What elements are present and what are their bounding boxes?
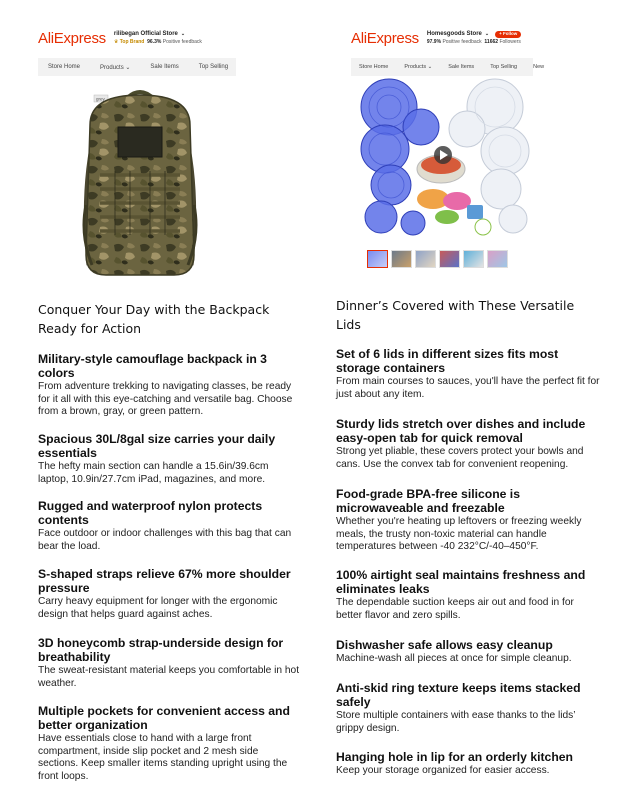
right-feature-5: [336, 638, 601, 666]
nav-products[interactable]: Products ⌄: [404, 64, 433, 70]
image-thumbnails: [367, 250, 508, 268]
right-feature-7: [336, 750, 601, 778]
thumbnail-2[interactable]: [391, 250, 412, 268]
feature-heading: Rugged and waterproof nylon protects contents: [38, 499, 263, 527]
right-store-header: [351, 18, 533, 58]
feature-heading: S-shaped straps relieve 67% more shoulder pressure: [38, 567, 291, 595]
color-tag: grey: [96, 96, 105, 102]
nav-top-selling[interactable]: Top Selling: [198, 64, 229, 70]
top-brand-badge: Top Brand: [119, 38, 145, 45]
feature-body: The sweat-resistant material keeps you comfortable in hot weather.: [38, 665, 300, 689]
left-feature-2: [38, 432, 298, 486]
chevron-down-icon: ⌄: [484, 30, 490, 37]
feature-body: From main courses to sauces, you'll have the perfect fit for just about any item.: [336, 376, 600, 400]
nav-top-selling[interactable]: Top Selling: [490, 64, 518, 70]
right-store-nav: [351, 58, 545, 76]
feature-heading: Military-style camouflage backpack in 3 colors: [38, 352, 267, 380]
right-feature-4: [336, 568, 601, 622]
feature-heading: 100% airtight seal maintains freshness and eliminates leaks: [336, 568, 586, 596]
feature-body: Whether you're heating up leftovers or freezing weekly meals, the trusty non-toxic material can handle temperatures between -40 232°C/-40–450°F.: [336, 516, 582, 552]
chevron-down-icon: ⌄: [180, 30, 186, 37]
feature-body: From adventure trekking to navigating classes, be ready for it all with this eye-catching and versatile bag. Choose from a brown, gray, or green pattern.: [38, 381, 293, 417]
left-feature-1: [38, 352, 298, 419]
thumbnail-5[interactable]: [463, 250, 484, 268]
nav-new[interactable]: New: [533, 64, 545, 70]
feature-body: The dependable suction keeps air out and food in for better flavor and zero spills.: [336, 597, 574, 621]
right-feature-3: [336, 487, 601, 554]
nav-products[interactable]: Products ⌄: [100, 64, 131, 71]
left-feature-3: [38, 499, 298, 553]
crown-icon: ♛: [113, 38, 119, 45]
thumbnail-6[interactable]: [487, 250, 508, 268]
followers-count: 11662: [484, 38, 499, 45]
thumbnail-4[interactable]: [439, 250, 460, 268]
feature-body: Have essentials close to hand with a large front compartment, inside slip pocket and 2 mesh side sections. Keep smaller items standing upright using the front loops.: [38, 733, 288, 782]
follow-button[interactable]: + Follow: [495, 31, 521, 38]
left-store-meta: [114, 31, 202, 45]
feature-body: Machine-wash all pieces at once for simple cleanup.: [336, 653, 572, 664]
aliexpress-logo[interactable]: AliExpress: [38, 29, 106, 47]
feature-heading: Multiple pockets for convenient access and better organization: [38, 704, 290, 732]
left-store-name[interactable]: rilibegan Official Store ⌄: [113, 30, 186, 37]
left-section-title: Conquer Your Day with the Backpack Ready for Action: [38, 302, 270, 336]
right-rating-label: Positive feedback: [442, 38, 482, 45]
feature-body: Carry heavy equipment for longer with the ergonomic design that helps guard against aches.: [38, 596, 278, 620]
left-store-header: [38, 18, 236, 58]
feature-body: Face outdoor or indoor challenges with this bag that can bear the load.: [38, 528, 292, 552]
nav-sale-items[interactable]: Sale Items: [150, 64, 179, 70]
right-store-rating: [427, 40, 521, 46]
nav-store-home[interactable]: Store Home: [48, 64, 81, 70]
left-store-nav: [38, 58, 236, 76]
feature-heading: Spacious 30L/8gal size carries your daily essentials: [38, 432, 276, 460]
right-rating-value: 97.9%: [426, 38, 442, 45]
feature-body: Strong yet pliable, these covers protect your bowls and cans. Use the convex tab for convenient reopening.: [336, 446, 584, 470]
feature-heading: 3D honeycomb strap-underside design for breathability: [38, 636, 284, 664]
backpack-image[interactable]: [60, 85, 220, 285]
right-store-name[interactable]: Homesgoods Store ⌄ + Follow: [427, 31, 521, 38]
right-section-title: Dinner’s Covered with These Versatile Lids: [336, 298, 575, 332]
feature-heading: Hanging hole in lip for an orderly kitchen: [336, 750, 574, 764]
right-store-meta: [427, 31, 521, 45]
right-feature-1: [336, 347, 601, 401]
followers-label: Followers: [499, 38, 521, 45]
thumbnail-1[interactable]: [367, 250, 388, 268]
silicone-lids-image[interactable]: [355, 77, 533, 242]
right-feature-6: [336, 681, 601, 735]
left-feature-4: [38, 567, 298, 621]
nav-store-home[interactable]: Store Home: [359, 64, 389, 70]
feature-heading: Set of 6 lids in different sizes fits most storage containers: [336, 347, 559, 375]
feature-body: The hefty main section can handle a 15.6in/39.6cm laptop, 10.9in/27.7cm iPad, magazines, and more.: [38, 461, 269, 485]
feature-body: Keep your storage organized for easier access.: [336, 765, 550, 776]
feature-heading: Sturdy lids stretch over dishes and include easy-open tab for quick removal: [336, 417, 586, 445]
feature-heading: Food-grade BPA-free silicone is microwaveable and freezable: [336, 487, 520, 515]
nav-sale-items[interactable]: Sale Items: [448, 64, 475, 70]
left-rating-value: 96.3%: [147, 38, 162, 45]
feature-body: Store multiple containers with ease thanks to the lids’ grippy design.: [336, 710, 576, 734]
right-feature-2: [336, 417, 601, 471]
left-feature-5: [38, 636, 300, 690]
aliexpress-logo-right[interactable]: AliExpress: [351, 29, 419, 47]
feature-heading: Anti-skid ring texture keeps items stacked safely: [336, 681, 581, 709]
left-rating-label: Positive feedback: [162, 38, 202, 45]
left-store-rating: [114, 40, 202, 46]
left-feature-6: [38, 704, 300, 783]
feature-heading: Dishwasher safe allows easy cleanup: [336, 638, 553, 652]
thumbnail-3[interactable]: [415, 250, 436, 268]
